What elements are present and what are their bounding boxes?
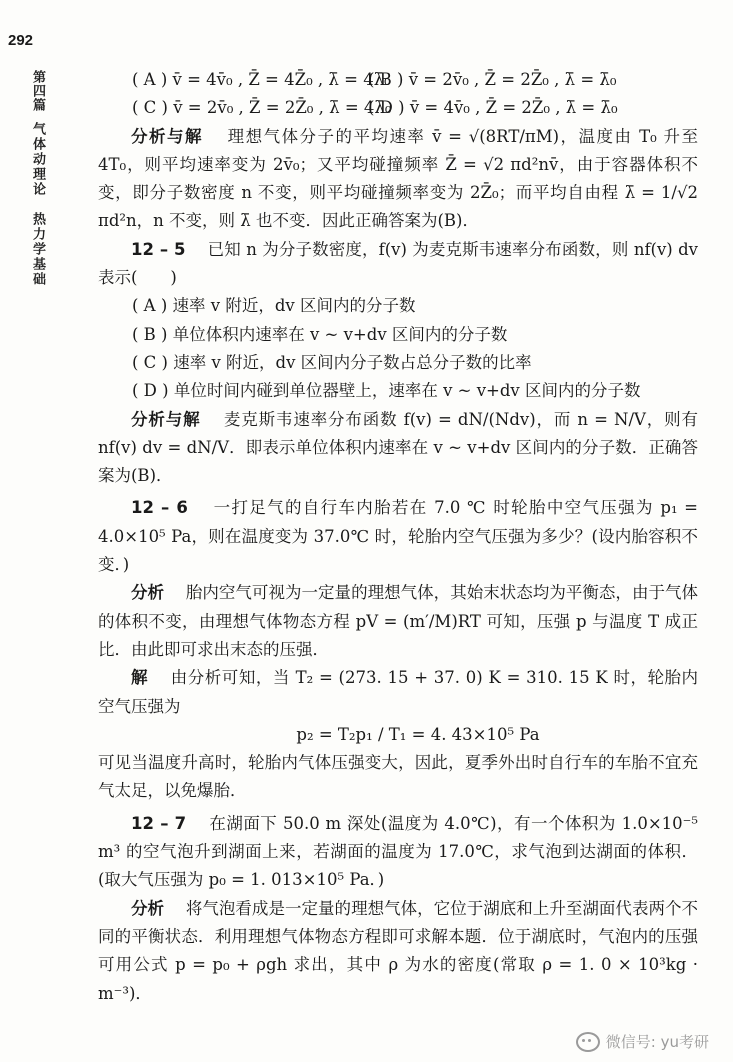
q12-5-option-c: ( C ) 速率 v 附近，dv 区间内分子数占总分子数的比率 [132, 352, 532, 372]
question-number: 12 – 5 [131, 239, 186, 259]
sidebar-topic: 气体动理论 热力学基础 [30, 122, 45, 287]
q12-6-analysis [98, 579, 698, 664]
q12-5-option-d: ( D ) 单位时间内碰到单位器壁上，速率在 v ~ v+dv 区间内的分子数 [132, 381, 641, 401]
watermark-text: 微信号: yu考研 [605, 1033, 709, 1051]
page-content [98, 66, 698, 1008]
question-stem: 已知 n 为分子数密度，f(v) 为麦克斯韦速率分布函数，则 nf(v) dv 表示( ) [98, 239, 698, 288]
q12-4-options-row2 [98, 94, 698, 122]
analysis-text: 胎内空气可视为一定量的理想气体，其始末状态均为平衡态，由于气体的体积不变，由理想气体物态方程 pV = (m′/M)RT 可知，压强 p 与温度 T 成正比．由此即可求出末态的压强． [98, 583, 699, 659]
solution-text: 由分析可知，当 T₂ = (273. 15 + 37. 0) K = 310. 15 K 时，轮胎内空气压强为 [98, 668, 699, 716]
q12-5-option-a: ( A ) 速率 v 附近，dv 区间内的分子数 [132, 296, 416, 316]
q12-7-stem [98, 810, 698, 895]
q12-5-analysis [98, 406, 698, 491]
wechat-watermark [576, 1031, 709, 1052]
q12-6-conclusion: 可见当温度升高时，轮胎内气体压强变大，因此，夏季外出时自行车的车胎不宜充气太足，以免爆胎． [98, 753, 698, 801]
page-number: 292 [8, 32, 34, 49]
q12-4-option-d: ( D ) v̄ = 4v̄₀ , Z̄ = 2Z̄₀ , λ̄ = λ̄₀ [368, 98, 618, 118]
analysis-text: 理想气体分子的平均速率 v̄ = √(8RT/πM)，温度由 T₀ 升至 4T₀，则平均速率变为 2v̄₀；又平均碰撞频率 Z̄ = √2 πd²nv̄，由于容器体积不变，即分子数密度 n 不变，则平均碰撞频率变为 2Z̄₀；而平均自由程 λ̄ = 1/√2 πd²n，n 不变，则 λ̄ 也不变．因此正确答案为(B)． [98, 126, 699, 231]
q12-6-formula: p₂ = T₂p₁ / T₁ = 4. 43×10⁵ Pa [296, 724, 540, 744]
analysis-text: 将气泡看成是一定量的理想气体，它位于湖底和上升至湖面代表两个不同的平衡状态．利用理想气体物态方程即可求解本题．位于湖底时，气泡内的压强可用公式 p = p₀ + ρgh 求出，其中 ρ 为水的密度(常取 ρ = 1. 0 × 10³kg · m⁻³)． [98, 898, 699, 1003]
q12-4-option-a: ( A ) v̄ = 4v̄₀ , Z̄ = 4Z̄₀ , λ̄ = 4λ̄₀ [132, 70, 391, 89]
analysis-label: 分析与解 [131, 126, 203, 146]
q12-4-option-c: ( C ) v̄ = 2v̄₀ , Z̄ = 2Z̄₀ , λ̄ = 4λ̄₀ [132, 98, 392, 118]
analysis-label: 分析 [131, 898, 165, 918]
q12-6-stem [98, 494, 698, 579]
question-stem: 在湖面下 50.0 m 深处(温度为 4.0℃)，有一个体积为 1.0×10⁻⁵ m³ 的空气泡升到湖面上来，若湖面的温度为 17.0℃，求气泡到达湖面的体积．(取大气压强为 p₀ = 1. 013×10⁵ Pa．) [98, 813, 698, 890]
question-stem: 一打足气的自行车内胎若在 7.0 ℃ 时轮胎中空气压强为 p₁ = 4.0×10⁵ Pa，则在温度变为 37.0℃ 时，轮胎内空气压强为多少？(设内胎容积不变．) [98, 498, 698, 575]
question-number: 12 – 6 [131, 498, 188, 518]
q12-4-options-row1 [98, 66, 698, 94]
q12-5-option-b: ( B ) 单位体积内速率在 v ~ v+dv 区间内的分子数 [132, 324, 508, 344]
question-number: 12 – 7 [131, 813, 187, 833]
analysis-label: 分析与解 [131, 409, 201, 429]
q12-4-option-b: ( B ) v̄ = 2v̄₀ , Z̄ = 2Z̄₀ , λ̄ = λ̄₀ [368, 70, 617, 89]
analysis-text: 麦克斯韦速率分布函数 f(v) = dN/(Ndv)，而 n = N/V，则有 nf(v) dv = dN/V．即表示单位体积内速率在 v ~ v+dv 区间内的分子数．正确答案为(B)． [98, 409, 699, 486]
q12-5-stem [98, 236, 698, 293]
q12-6-solution [98, 664, 698, 721]
wechat-icon [576, 1032, 600, 1052]
sidebar-chapter: 第四篇 [30, 70, 45, 112]
chapter-sidebar [30, 70, 48, 287]
q12-4-analysis [98, 123, 698, 236]
solution-label: 解 [131, 668, 149, 688]
q12-7-analysis [98, 895, 698, 1008]
analysis-label: 分析 [131, 583, 165, 603]
